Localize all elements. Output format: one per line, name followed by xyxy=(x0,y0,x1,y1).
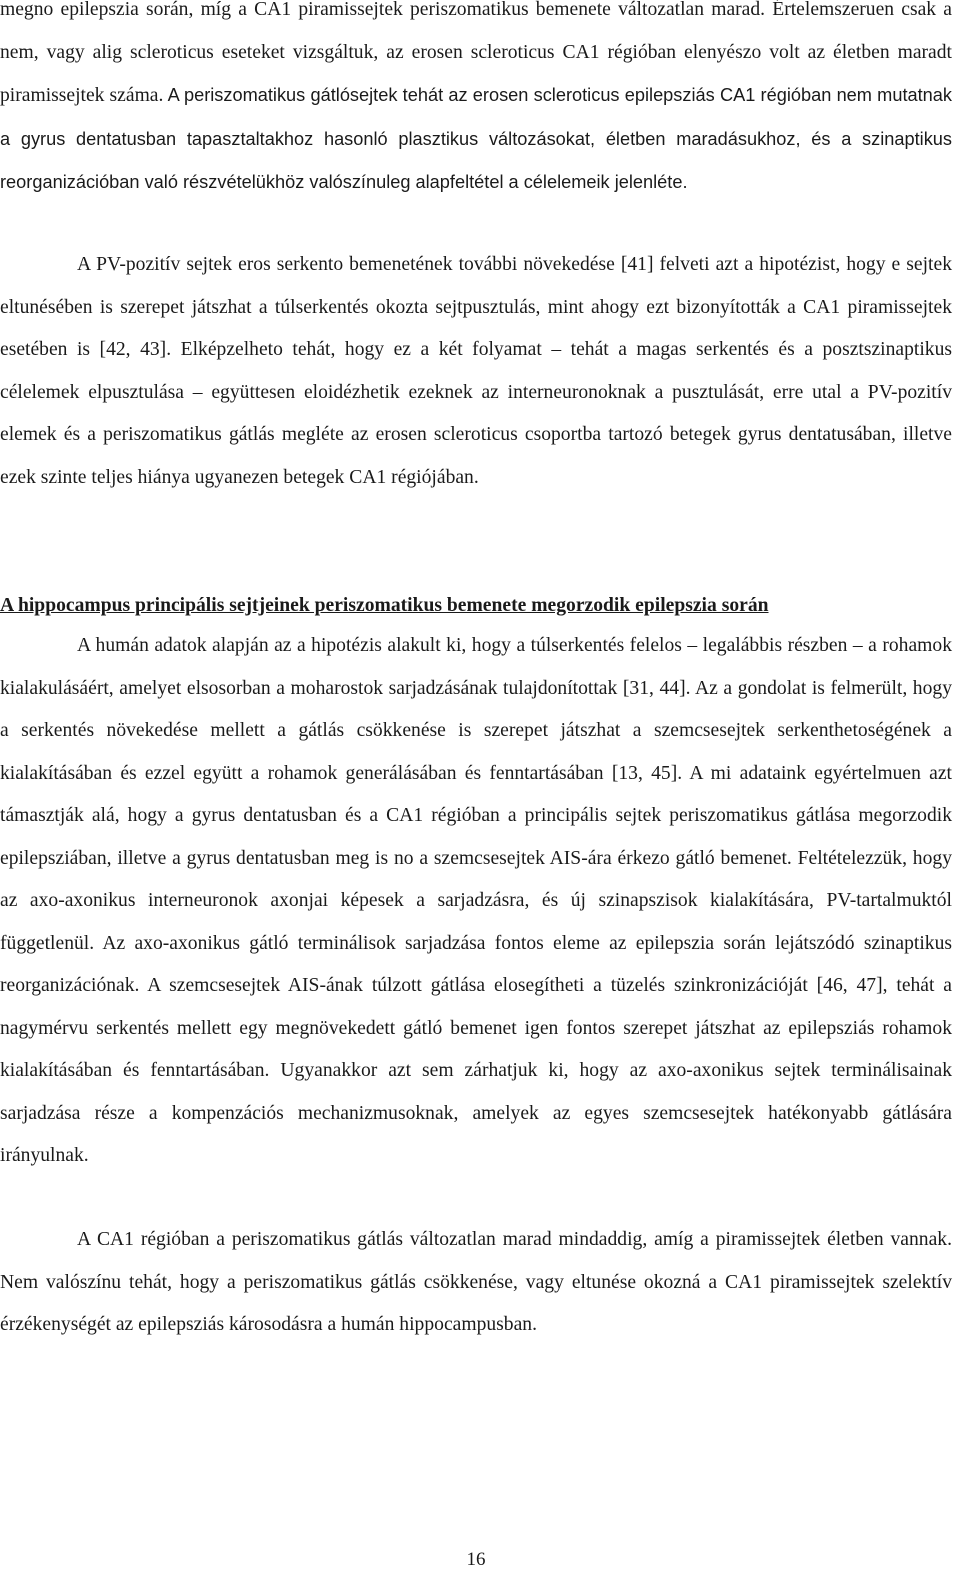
paragraph-sans-segment: A periszomatikus gátlósejtek tehát az erosen scleroticus epilepsziás CA1 régióban nem mutatnak a gyrus dentatusban tapasztaltakhoz hasonló plasztikus változásokat, életben maradásukhoz, és a szinaptikus reorganizációban való részvételükhöz valószínuleg alapfeltétel a célelemeik jelenléte. xyxy=(0,85,952,192)
paragraph-human-data-hypothesis: A humán adatok alapján az a hipotézis alakult ki, hogy a túlserkentés felelos – legalábbis részben – a rohamok kialakulásáért, amelyet elsosorban a moharostok sarjadzásának tulajdonítottak [31, 44]. Az a gondolat is felmerült, hogy a serkentés növekedése mellett a gátlás csökkenése is szerepet játszhat a szemcsesejtek serkenthetoségének a kialakításában és ezzel együtt a rohamok generálásában és fenntartásában [13, 45]. A mi adataink egyértelmuen azt támasztják alá, hogy a gyrus dentatusban és a CA1 régióban a principális sejtek periszomatikus gátlása megorzodik epilepsziában, illetve a gyrus dentatusban meg is no a szemcsesejtek AIS-ára érkezo gátló bemenet. Feltételezzük, hogy az axo-axonikus interneuronok axonjai képesek a sarjadzásra, és új szinapszisok kialakítására, PV-tartalmuktól függetlenül. Az axo-axonikus gátló terminálisok sarjadzása fontos eleme az epilepszia során lejátszódó szinaptikus reorganizációnak. A szemcsesejtek AIS-ának túlzott gátlása elosegítheti a tüzelés szinkronizációját [46, 47], tehát a nagymérvu serkentés mellett egy megnövekedett gátló bemenet igen fontos szerepet játszhat az epilepsziás rohamok kialakításában és fenntartásában. Ugyanakkor azt sem zárhatjuk ki, hogy az axo-axonikus sejtek terminálisainak sarjadzása része a kompenzációs mechanizmusoknak, amelyek az egyes szemcsesejtek hatékonyabb gátlására irányulnak. xyxy=(0,635,952,1166)
section-heading: A hippocampus principális sejtjeinek periszomatikus bemenete megorzodik epilepszia során xyxy=(0,595,769,616)
paragraph-epilepsy-ca1 xyxy=(0,0,952,205)
paragraph-ca1-inhibition: A CA1 régióban a periszomatikus gátlás változatlan marad mindaddig, amíg a piramissejtek életben vannak. Nem valószínu tehát, hogy a periszomatikus gátlás csökkenése, vagy eltunése okozná a CA1 piramissejtek szelektív érzékenységét az epilepsziás károsodásra a humán hippocampusban. xyxy=(0,1229,952,1335)
paragraph-pv-positive-cells: A PV-pozitív sejtek eros serkento bemenetének további növekedése [41] felveti azt a hipotézist, hogy e sejtek eltunésében is szerepet játszhat a túlserkentés okozta sejtpusztulás, mint ahogy ezt bizonyították a CA1 piramissejtek esetében is [42, 43]. Elképzelheto tehát, hogy ez a két folyamat – tehát a magas serkentés és a posztszinaptikus célelemek elpusztulása – együttesen eloidézhetik ezeknek az interneuronoknak a pusztulását, erre utal a PV-pozitív elemek és a periszomatikus gátlás megléte az erosen scleroticus csoportba tartozó betegek gyrus dentatusában, illetve ezek szinte teljes hiánya ugyanezen betegek CA1 régiójában. xyxy=(0,254,952,488)
paragraph-serif-segment: megno epilepszia során, míg a CA1 piramissejtek periszomatikus bemenete változatlan marad. Értelemszeruen csak a nem, vagy alig scleroticus eseteket vizsgáltuk, az erosen scleroticus CA1 régióban elenyészo volt az életben maradt piramissejtek száma. xyxy=(0,0,952,106)
page-number: 16 xyxy=(466,1549,486,1570)
